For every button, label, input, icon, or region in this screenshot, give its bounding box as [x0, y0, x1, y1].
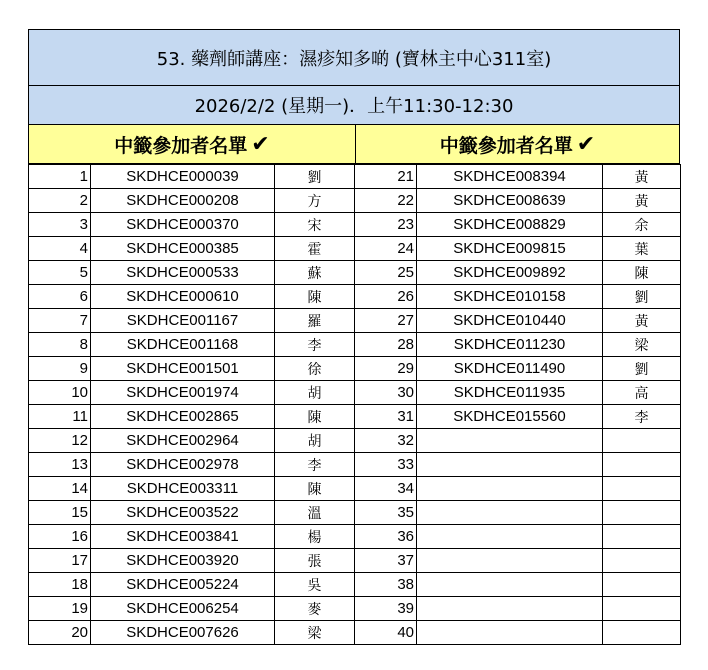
table-row — [29, 309, 681, 333]
left-row-number: 20 — [29, 621, 91, 645]
table-row — [29, 237, 681, 261]
right-row-code: SKDHCE009815 — [417, 237, 603, 261]
winners-table — [28, 164, 681, 645]
left-row-code: SKDHCE000385 — [91, 237, 275, 261]
right-row-code — [417, 525, 603, 549]
right-row-number: 22 — [355, 189, 417, 213]
left-row-number: 10 — [29, 381, 91, 405]
right-row-number: 33 — [355, 453, 417, 477]
table-row — [29, 189, 681, 213]
left-row-code: SKDHCE007626 — [91, 621, 275, 645]
table-row — [29, 333, 681, 357]
left-row-number: 3 — [29, 213, 91, 237]
left-row-name: 陳 — [275, 285, 355, 309]
right-row-code: SKDHCE011935 — [417, 381, 603, 405]
left-row-number: 8 — [29, 333, 91, 357]
left-row-code: SKDHCE002865 — [91, 405, 275, 429]
left-row-name: 梁 — [275, 621, 355, 645]
right-row-name — [603, 453, 681, 477]
right-row-code: SKDHCE009892 — [417, 261, 603, 285]
left-row-code: SKDHCE000039 — [91, 165, 275, 189]
left-header-label: 中籤參加者名單 — [114, 134, 248, 157]
table-row — [29, 501, 681, 525]
right-row-name: 高 — [603, 381, 681, 405]
left-row-code: SKDHCE002978 — [91, 453, 275, 477]
right-row-code — [417, 573, 603, 597]
right-row-number: 23 — [355, 213, 417, 237]
left-row-name: 霍 — [275, 237, 355, 261]
table-row — [29, 213, 681, 237]
right-row-code: SKDHCE008639 — [417, 189, 603, 213]
event-date: 2026/2/2 (星期一)．上午11:30-12:30 — [194, 96, 514, 117]
left-row-name: 楊 — [275, 525, 355, 549]
right-row-code: SKDHCE008829 — [417, 213, 603, 237]
table-row — [29, 381, 681, 405]
left-row-name: 吳 — [275, 573, 355, 597]
right-row-number: 28 — [355, 333, 417, 357]
lottery-sheet — [28, 29, 680, 645]
table-row — [29, 261, 681, 285]
left-row-number: 13 — [29, 453, 91, 477]
title-row — [28, 29, 680, 86]
left-row-number: 19 — [29, 597, 91, 621]
left-row-number: 7 — [29, 309, 91, 333]
right-row-code — [417, 621, 603, 645]
left-row-name: 方 — [275, 189, 355, 213]
right-row-number: 24 — [355, 237, 417, 261]
right-row-code — [417, 429, 603, 453]
right-row-name — [603, 501, 681, 525]
left-header — [29, 125, 356, 163]
right-row-name — [603, 429, 681, 453]
left-row-name: 李 — [275, 453, 355, 477]
check-icon: ✔ — [576, 131, 596, 157]
table-row — [29, 357, 681, 381]
left-row-name: 張 — [275, 549, 355, 573]
left-row-name: 胡 — [275, 381, 355, 405]
right-row-name — [603, 597, 681, 621]
left-row-name: 徐 — [275, 357, 355, 381]
right-row-code: SKDHCE010440 — [417, 309, 603, 333]
date-row — [28, 86, 680, 125]
left-row-name: 劉 — [275, 165, 355, 189]
left-row-number: 17 — [29, 549, 91, 573]
left-row-code: SKDHCE002964 — [91, 429, 275, 453]
right-row-name: 黃 — [603, 189, 681, 213]
left-row-number: 11 — [29, 405, 91, 429]
right-row-name: 李 — [603, 405, 681, 429]
right-row-name: 葉 — [603, 237, 681, 261]
right-header-label: 中籤參加者名單 — [439, 134, 573, 157]
left-row-number: 6 — [29, 285, 91, 309]
left-row-code: SKDHCE000208 — [91, 189, 275, 213]
left-row-number: 18 — [29, 573, 91, 597]
right-row-name: 梁 — [603, 333, 681, 357]
table-row — [29, 573, 681, 597]
right-row-name — [603, 549, 681, 573]
right-row-number: 36 — [355, 525, 417, 549]
right-row-number: 27 — [355, 309, 417, 333]
left-row-number: 16 — [29, 525, 91, 549]
left-row-code: SKDHCE000610 — [91, 285, 275, 309]
left-row-number: 2 — [29, 189, 91, 213]
table-row — [29, 429, 681, 453]
right-row-number: 30 — [355, 381, 417, 405]
left-row-code: SKDHCE003522 — [91, 501, 275, 525]
left-row-code: SKDHCE003311 — [91, 477, 275, 501]
right-row-number: 29 — [355, 357, 417, 381]
right-row-number: 26 — [355, 285, 417, 309]
left-row-code: SKDHCE001168 — [91, 333, 275, 357]
table-row — [29, 525, 681, 549]
right-row-number: 34 — [355, 477, 417, 501]
left-row-name: 蘇 — [275, 261, 355, 285]
right-row-name: 黃 — [603, 165, 681, 189]
left-row-code: SKDHCE005224 — [91, 573, 275, 597]
right-row-code: SKDHCE008394 — [417, 165, 603, 189]
table-row — [29, 405, 681, 429]
table-row — [29, 549, 681, 573]
right-row-number: 35 — [355, 501, 417, 525]
left-row-number: 15 — [29, 501, 91, 525]
right-row-name: 黃 — [603, 309, 681, 333]
right-row-number: 31 — [355, 405, 417, 429]
table-row — [29, 597, 681, 621]
right-row-number: 25 — [355, 261, 417, 285]
right-row-code: SKDHCE010158 — [417, 285, 603, 309]
right-row-code: SKDHCE011230 — [417, 333, 603, 357]
left-row-name: 溫 — [275, 501, 355, 525]
right-row-name: 陳 — [603, 261, 681, 285]
left-row-code: SKDHCE001974 — [91, 381, 275, 405]
left-row-name: 麥 — [275, 597, 355, 621]
left-row-number: 1 — [29, 165, 91, 189]
table-row — [29, 621, 681, 645]
right-row-number: 38 — [355, 573, 417, 597]
right-row-number: 40 — [355, 621, 417, 645]
left-row-number: 12 — [29, 429, 91, 453]
left-row-name: 宋 — [275, 213, 355, 237]
table-row — [29, 285, 681, 309]
left-row-name: 胡 — [275, 429, 355, 453]
left-row-code: SKDHCE003841 — [91, 525, 275, 549]
left-row-number: 5 — [29, 261, 91, 285]
left-row-number: 9 — [29, 357, 91, 381]
right-row-code — [417, 501, 603, 525]
right-row-code — [417, 597, 603, 621]
right-row-name — [603, 477, 681, 501]
header-row — [28, 125, 680, 164]
left-row-number: 4 — [29, 237, 91, 261]
right-row-code: SKDHCE015560 — [417, 405, 603, 429]
right-row-code: SKDHCE011490 — [417, 357, 603, 381]
left-row-code: SKDHCE001501 — [91, 357, 275, 381]
right-row-name: 余 — [603, 213, 681, 237]
right-row-name — [603, 621, 681, 645]
right-row-name: 劉 — [603, 285, 681, 309]
check-icon: ✔ — [251, 131, 270, 157]
right-row-name — [603, 525, 681, 549]
right-row-name — [603, 573, 681, 597]
left-row-code: SKDHCE000370 — [91, 213, 275, 237]
right-row-name: 劉 — [603, 357, 681, 381]
right-row-number: 37 — [355, 549, 417, 573]
right-row-number: 39 — [355, 597, 417, 621]
left-row-code: SKDHCE000533 — [91, 261, 275, 285]
left-row-number: 14 — [29, 477, 91, 501]
right-row-code — [417, 453, 603, 477]
left-row-code: SKDHCE001167 — [91, 309, 275, 333]
page-title: 53. 藥劑師講座：濕疹知多啲 (寶林主中心311室) — [156, 48, 552, 70]
table-row — [29, 453, 681, 477]
right-row-code — [417, 477, 603, 501]
left-row-code: SKDHCE003920 — [91, 549, 275, 573]
left-row-name: 陳 — [275, 405, 355, 429]
table-row — [29, 477, 681, 501]
left-row-name: 羅 — [275, 309, 355, 333]
left-row-name: 陳 — [275, 477, 355, 501]
left-row-name: 李 — [275, 333, 355, 357]
right-header — [356, 125, 679, 163]
right-row-code — [417, 549, 603, 573]
left-row-code: SKDHCE006254 — [91, 597, 275, 621]
table-row — [29, 165, 681, 189]
right-row-number: 21 — [355, 165, 417, 189]
right-row-number: 32 — [355, 429, 417, 453]
